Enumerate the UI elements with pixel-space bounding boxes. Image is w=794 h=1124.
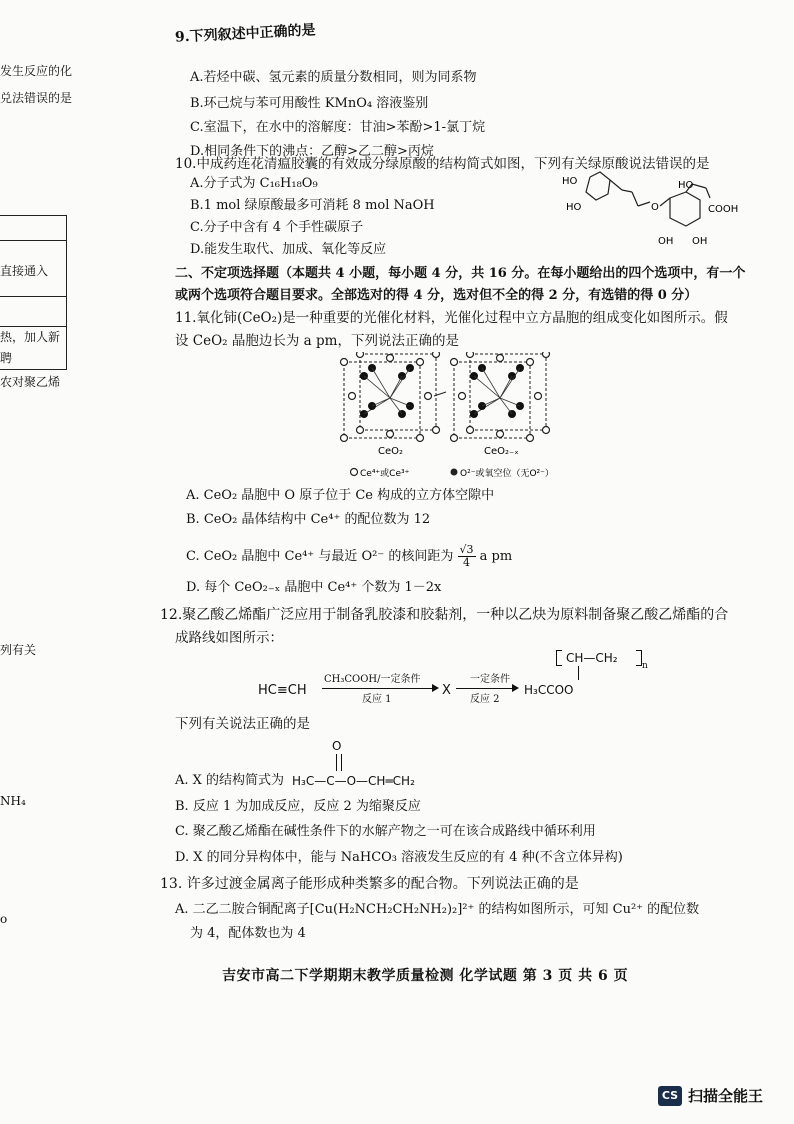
ce-ion-mark <box>527 435 534 442</box>
q10-stem: 10.中成药连花清瘟胶囊的有效成分绿原酸的结构简式如图，下列有关绿原酸说法错误的是 <box>175 156 710 172</box>
polymer-bond <box>578 666 579 680</box>
q10-option-a: A.分子式为 C₁₆H₁₈O₉ <box>190 176 318 191</box>
legend-o-icon <box>451 469 458 476</box>
ce-ion-mark <box>527 359 534 366</box>
ce-ion-mark <box>543 427 550 434</box>
ce-ion-mark <box>543 352 550 358</box>
ce-ion-mark <box>357 352 364 358</box>
polymer-subscript: n <box>642 661 648 671</box>
route-cond1-bottom: 反应 1 <box>362 694 392 705</box>
ce-ion-mark <box>433 427 440 434</box>
route-cond2-bottom: 反应 2 <box>470 694 500 705</box>
ce-ion-mark <box>433 352 440 358</box>
page-footer: 吉安市高二下学期期末教学质量检测 化学试题 第 3 页 共 6 页 <box>222 968 629 984</box>
cell-right-label: CeO₂₋ₓ <box>484 446 519 457</box>
q11-option-c-fraction <box>458 544 476 569</box>
ce-ion-mark <box>459 393 466 400</box>
margin-fragment: NH₄ <box>0 794 26 808</box>
chlorogenic-acid-structure <box>560 162 760 262</box>
route-cond2-top: 一定条件 <box>470 674 510 685</box>
margin-fragment: 热，加人新 <box>0 330 61 344</box>
table-rule <box>0 240 66 241</box>
legend-ce-label: Ce⁴⁺或Ce³⁺ <box>360 469 410 479</box>
ce-ion-mark <box>535 393 542 400</box>
q9-option-a: A.若烃中碳、氢元素的质量分数相同，则为同系物 <box>190 70 477 85</box>
route-cond1-top: CH₃COOH/一定条件 <box>324 674 421 685</box>
struct-label: COOH <box>708 204 739 215</box>
section2-line1: 二、不定项选择题（本题共 4 小题，每小题 4 分，共 16 分。在每小题给出的四个选项中，有一个 <box>175 266 746 281</box>
bond-line <box>500 368 520 398</box>
struct-label: HO <box>678 180 694 191</box>
struct-label: OH <box>658 236 674 247</box>
bond-line <box>390 368 410 398</box>
margin-fragment: 列有关 <box>0 643 37 657</box>
ce-ion-mark <box>387 355 394 362</box>
q12-option-a-oxygen: O <box>332 739 342 753</box>
q10-option-c: C.分子中含有 4 个手性碳原子 <box>190 220 364 235</box>
q13-stem: 13. 许多过渡金属离子能形成种类繁多的配合物。下列说法正确的是 <box>160 876 579 892</box>
q11-option-c-unit: a pm <box>479 549 513 564</box>
q12-option-a: A. X 的结构简式为 <box>175 773 285 788</box>
ce-ion-mark <box>341 435 348 442</box>
q12-stem-line2: 成路线如图所示： <box>175 630 283 646</box>
ce-ion-mark <box>349 393 356 400</box>
q10-option-b: B.1 mol 绿原酸最多可消耗 8 mol NaOH <box>190 198 435 213</box>
q9-option-d: D.相同条件下的沸点：乙醇>乙二醇>丙烷 <box>190 144 434 159</box>
polymer-repeat-unit: CH—CH₂ <box>566 651 618 665</box>
ce-ion-mark <box>425 393 432 400</box>
ce-ion-mark <box>357 427 364 434</box>
route-start: HC≡CH <box>258 683 307 698</box>
route-intermediate: X <box>442 683 451 698</box>
q12-option-d: D. X 的同分异构体中，能与 NaHCO₃ 溶液发生反应的有 4 种(不含立体异构) <box>175 850 623 865</box>
q12-stem-line1: 12.聚乙酸乙烯酯广泛应用于制备乳胶漆和胶黏剂，一种以乙炔为原料制备聚乙酸乙烯酯的合 <box>160 607 729 623</box>
bond-line <box>474 376 500 398</box>
route-arrow-2-head <box>512 684 519 692</box>
q13-option-a-line1: A. 二乙二胺合铜配离子[Cu(H₂NCH₂CH₂NH₂)₂]²⁺ 的结构如图所示，可知 Cu²⁺ 的配位数 <box>175 902 700 917</box>
q9-option-b: B.环己烷与苯可用酸性 KMnO₄ 溶液鉴别 <box>190 96 429 111</box>
table-rule <box>0 296 66 297</box>
q12-stem2: 下列有关说法正确的是 <box>175 716 310 732</box>
struct-label: OH <box>692 236 708 247</box>
ce-ion-mark <box>341 359 348 366</box>
q11-option-a: A. CeO₂ 晶胞中 O 原子位于 Ce 构成的立方体空隙中 <box>186 488 495 503</box>
q12-option-a-formula: H₃C—C—O—CH═CH₂ <box>292 774 415 788</box>
route-arrow-1 <box>322 688 436 689</box>
ce-ion-mark <box>451 359 458 366</box>
ce-ion-mark <box>417 435 424 442</box>
ce-ion-mark <box>451 435 458 442</box>
route-arrow-1-head <box>432 684 439 692</box>
q12-option-b: B. 反应 1 为加成反应，反应 2 为缩聚反应 <box>175 799 421 814</box>
polymer-side-group: H₃CCOO <box>524 683 574 697</box>
q9-option-c: C.室温下，在水中的溶解度：甘油>苯酚>1-氯丁烷 <box>190 120 486 135</box>
bond-line <box>372 368 390 398</box>
ce-ion-mark <box>497 431 504 438</box>
margin-fragment: 农对聚乙烯 <box>0 375 61 389</box>
q12-option-c: C. 聚乙酸乙烯酯在碱性条件下的水解产物之一可在该合成路线中循环利用 <box>175 824 596 839</box>
scanner-logo: CS <box>658 1086 682 1106</box>
ce-ion-mark <box>467 352 474 358</box>
q10-option-d: D.能发生取代、加成、氧化等反应 <box>190 242 387 257</box>
crystal-cell-diagram <box>330 352 555 487</box>
margin-fragment: 兑法错误的是 <box>0 91 73 105</box>
bond-line <box>482 368 500 398</box>
margin-fragment: 发生反应的化 <box>0 64 73 78</box>
fraction-numerator: √3 <box>459 543 474 556</box>
q11-option-c <box>186 544 512 569</box>
struct-label: HO <box>562 176 578 187</box>
margin-table <box>0 215 67 370</box>
bond-line <box>474 398 500 414</box>
bond-line <box>364 376 390 398</box>
polymer-bracket-left <box>556 650 562 666</box>
ce-ion-mark <box>417 359 424 366</box>
margin-fragment: 聘 <box>0 351 13 365</box>
scanner-brand-text: 扫描全能王 <box>688 1087 764 1105</box>
struct-label: O <box>651 202 659 213</box>
q11-option-b: B. CeO₂ 晶体结构中 Ce⁴⁺ 的配位数为 12 <box>186 512 431 527</box>
ce-ion-mark <box>387 431 394 438</box>
q11-stem-line1: 11.氧化铈(CeO₂)是一种重要的光催化材料，光催化过程中立方晶胞的组成变化如图所示。假 <box>175 310 728 326</box>
struct-label: HO <box>566 202 582 213</box>
q11-option-c-text: C. CeO₂ 晶胞中 Ce⁴⁺ 与最近 O²⁻ 的核间距为 <box>186 549 454 564</box>
margin-fragment: o <box>0 912 8 926</box>
fraction-denominator: 4 <box>463 556 471 569</box>
cell-left-label: CeO₂ <box>378 446 404 457</box>
carbonyl-bond <box>336 754 342 771</box>
q9-stem: 9.下列叙述中正确的是 <box>174 22 316 46</box>
bond-line <box>482 398 500 406</box>
q13-option-a-line2: 为 4，配体数也为 4 <box>190 926 306 941</box>
ce-ion-mark <box>497 355 504 362</box>
q11-stem-line2: 设 CeO₂ 晶胞边长为 a pm，下列说法正确的是 <box>175 333 459 349</box>
route-arrow-2 <box>456 688 516 689</box>
margin-fragment: 直接通入 <box>0 264 49 278</box>
table-rule <box>0 326 66 327</box>
bond-line <box>364 398 390 414</box>
legend-ce-icon <box>351 469 358 476</box>
bond-line <box>372 398 390 406</box>
ce-ion-mark <box>467 427 474 434</box>
q11-option-d: D. 每个 CeO₂₋ₓ 晶胞中 Ce⁴⁺ 个数为 1－2x <box>186 580 442 595</box>
section2-line2: 或两个选项符合题目要求。全部选对的得 4 分，选对但不全的得 2 分，有选错的得 0 分） <box>175 288 698 303</box>
legend-o-label: O²⁻或氧空位（无O²⁻） <box>460 469 554 479</box>
